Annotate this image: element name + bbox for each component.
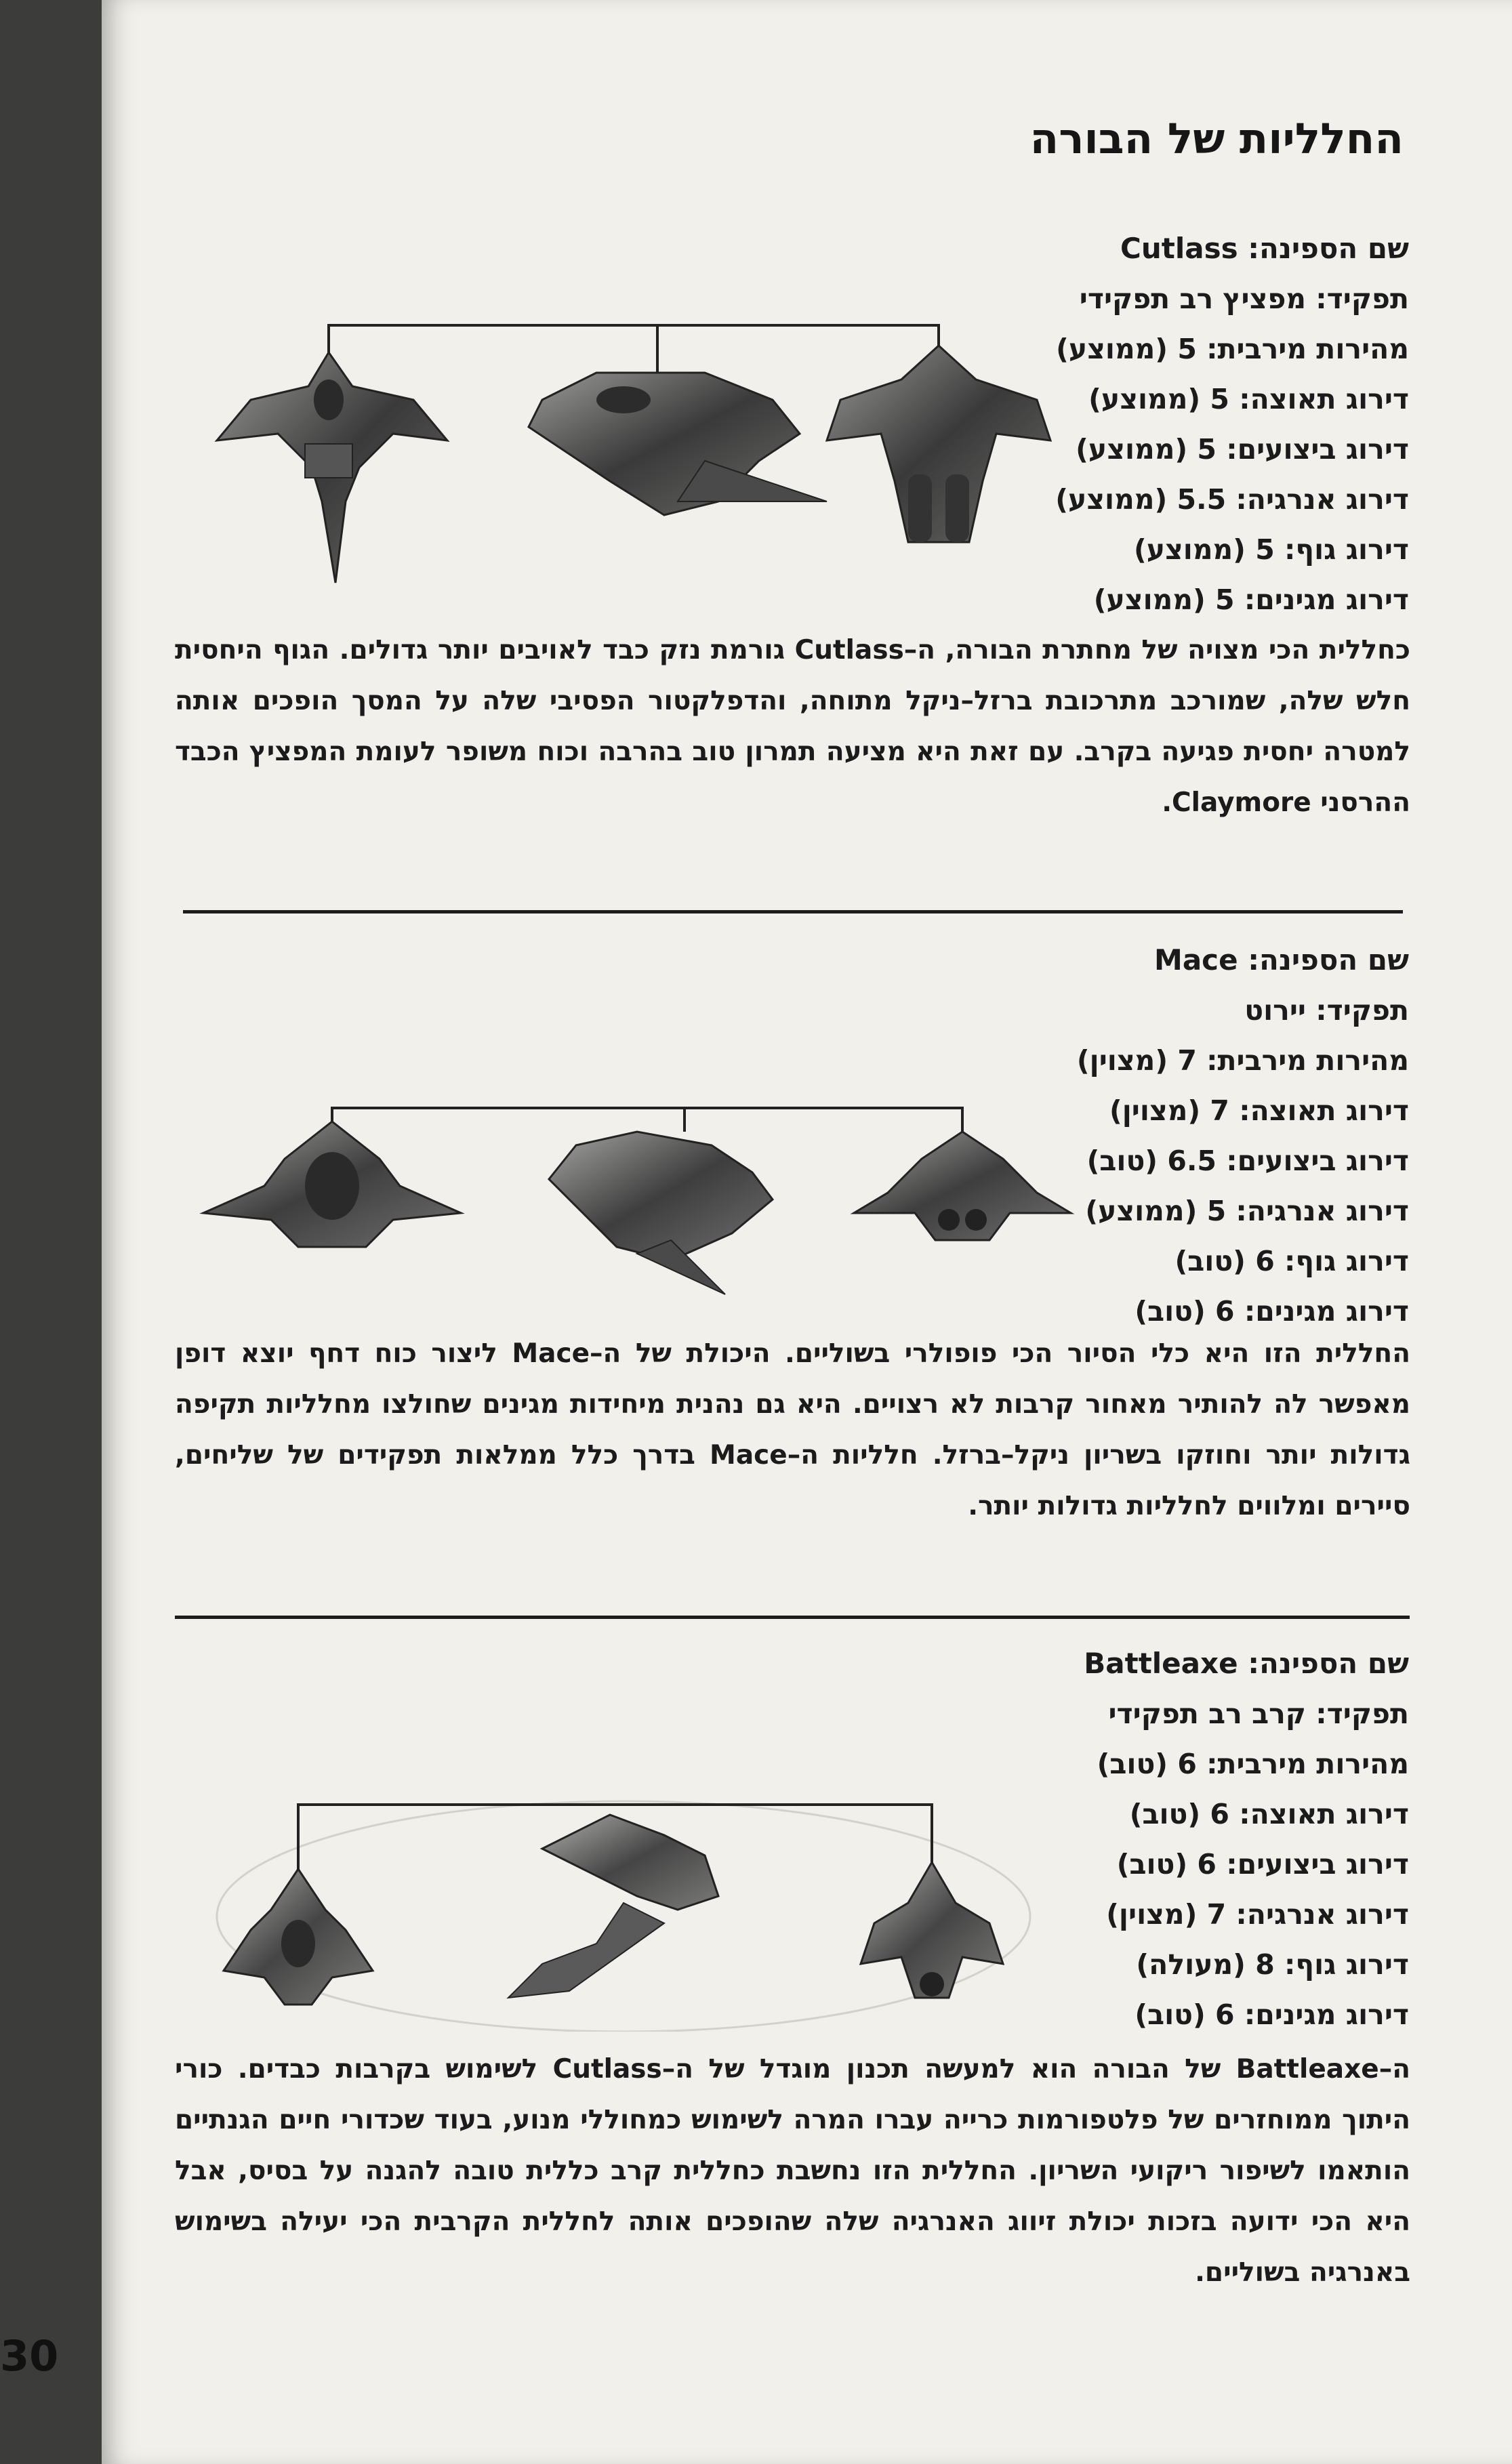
stat-performance: דירוג ביצועים: 5 (ממוצע) [1076, 433, 1409, 466]
ship-section-cutlass [102, 224, 1512, 901]
ship-stats [1055, 224, 1409, 625]
stat-max-speed: מהירות מירבית: 7 (מצוין) [1076, 1044, 1409, 1077]
stat-energy: דירוג אנרגיה: 7 (מצוין) [1106, 1898, 1409, 1931]
ship-name-label: שם הספינה: [1248, 943, 1409, 977]
stat-hull: דירוג גוף: 8 (מעולה) [1136, 1948, 1409, 1981]
ship-view-rear [827, 346, 1050, 542]
stat-energy: דירוג אנרגיה: 5 (ממוצע) [1085, 1195, 1409, 1227]
stat-role: תפקיד: קרב רב תפקידי [1108, 1698, 1409, 1730]
stat-max-speed: מהירות מירבית: 6 (טוב) [1097, 1748, 1409, 1780]
ship-view-side [529, 373, 827, 515]
stat-acceleration: דירוג תאוצה: 7 (מצוין) [1109, 1094, 1409, 1127]
ship-description: כחללית הכי מצויה של מחתרת הבורה, ה–Cutlass גורמת נזק כבד לאויבים יותר גדולים. הגוף היחסית חלש שלה, שמורכב מתרכובת ברזל–ניקל מתוחה, והדפלקטור הפסיבי שלה על המסך הופכים אותה למטרה יחסית פגיעה בקרב. עם זאת היא מציעה תמרון טוב בהרבה וכוח משופר לעומת המפציץ הכבד ההרסני Claymore. [175, 635, 1410, 818]
section-divider [175, 1616, 1410, 1619]
ship-view-rear [861, 1862, 1003, 1998]
ship-view-side [508, 1815, 718, 1998]
stat-shields: דירוג מגינים: 6 (טוב) [1135, 1295, 1409, 1328]
book-page [102, 0, 1512, 2464]
stat-role: תפקיד: מפציץ רב תפקידי [1079, 283, 1409, 315]
ship-section-mace [102, 935, 1512, 1579]
ship-section-battleaxe [102, 1639, 1512, 2452]
ship-view-front [217, 352, 447, 583]
ship-view-rear [854, 1132, 1071, 1240]
stat-shields: דירוג מגינים: 6 (טוב) [1135, 1998, 1409, 2031]
ship-illustration-battleaxe [190, 1788, 1044, 2032]
ship-description: החללית הזו היא כלי הסיור הכי פופולרי בשוליים. היכולת של ה–Mace ליצור כוח דחף יוצא דופן מאפשר לה להותיר מאחור קרבות לא רצויים. היא גם נהנית מיחידות מגינים שחולצו מחלליות תקיפה גדולות יותר וחוזקו בשריון ניקל–ברזל. חלליות ה–Mace בדרך כלל ממלאות תפקידים של שליחים, סיירים ומלווים לחלליות גדולות יותר. [175, 1338, 1410, 1521]
ship-name: Mace [1154, 943, 1238, 977]
page-title: החלליות של הבורה [1029, 114, 1404, 163]
ship-stats [1077, 935, 1409, 1336]
ship-name-line [1055, 224, 1409, 274]
stat-energy: דירוג אנרגיה: 5.5 (ממוצע) [1055, 483, 1409, 516]
stat-acceleration: דירוג תאוצה: 6 (טוב) [1129, 1798, 1409, 1830]
ship-view-front [224, 1869, 373, 2005]
ship-name-line [1084, 1639, 1409, 1689]
ship-view-side [549, 1132, 773, 1294]
ship-stats [1084, 1639, 1409, 2040]
stat-hull: דירוג גוף: 5 (ממוצע) [1133, 533, 1409, 566]
page-number: 30 [0, 2331, 59, 2381]
stat-role: תפקיד: יירוט [1244, 994, 1409, 1027]
ship-illustration-cutlass [190, 298, 1071, 610]
stat-max-speed: מהירות מירבית: 5 (ממוצע) [1056, 333, 1409, 365]
stat-hull: דירוג גוף: 6 (טוב) [1174, 1245, 1409, 1277]
ship-name-label: שם הספינה: [1248, 1647, 1409, 1680]
section-divider [183, 910, 1403, 913]
ship-illustration-mace [197, 1084, 1091, 1301]
stat-acceleration: דירוג תאוצה: 5 (ממוצע) [1088, 383, 1409, 415]
stat-performance: דירוג ביצועים: 6.5 (טוב) [1086, 1145, 1409, 1177]
ship-name-label: שם הספינה: [1248, 232, 1409, 265]
ship-view-front [203, 1122, 461, 1247]
ship-name-line [1077, 935, 1409, 985]
ship-description: ה–Battleaxe של הבורה הוא למעשה תכנון מוגדל של ה–Cutlass לשימוש בקרבות כבדים. כורי היתוך ממוחזרים של פלטפורמות כרייה עברו המרה לשימוש כמחוללי מנוע, בעוד שכדורי חיים הגנתיים הותאמו לשיפור ריקועי השריון. החללית הזו נחשבת כחללית קרב כללית טובה להגנה על בסיס, אבל היא הכי ידועה בזכות יכולת זיווג האנרגיה שלה שהופכים אותה לחללית הקרבית הכי יעילה בשימוש באנרגיה בשוליים. [175, 2054, 1410, 2288]
ship-name: Cutlass [1120, 232, 1238, 265]
ship-name: Battleaxe [1084, 1647, 1238, 1680]
stat-performance: דירוג ביצועים: 6 (טוב) [1116, 1848, 1409, 1881]
stat-shields: דירוג מגינים: 5 (ממוצע) [1093, 583, 1409, 616]
